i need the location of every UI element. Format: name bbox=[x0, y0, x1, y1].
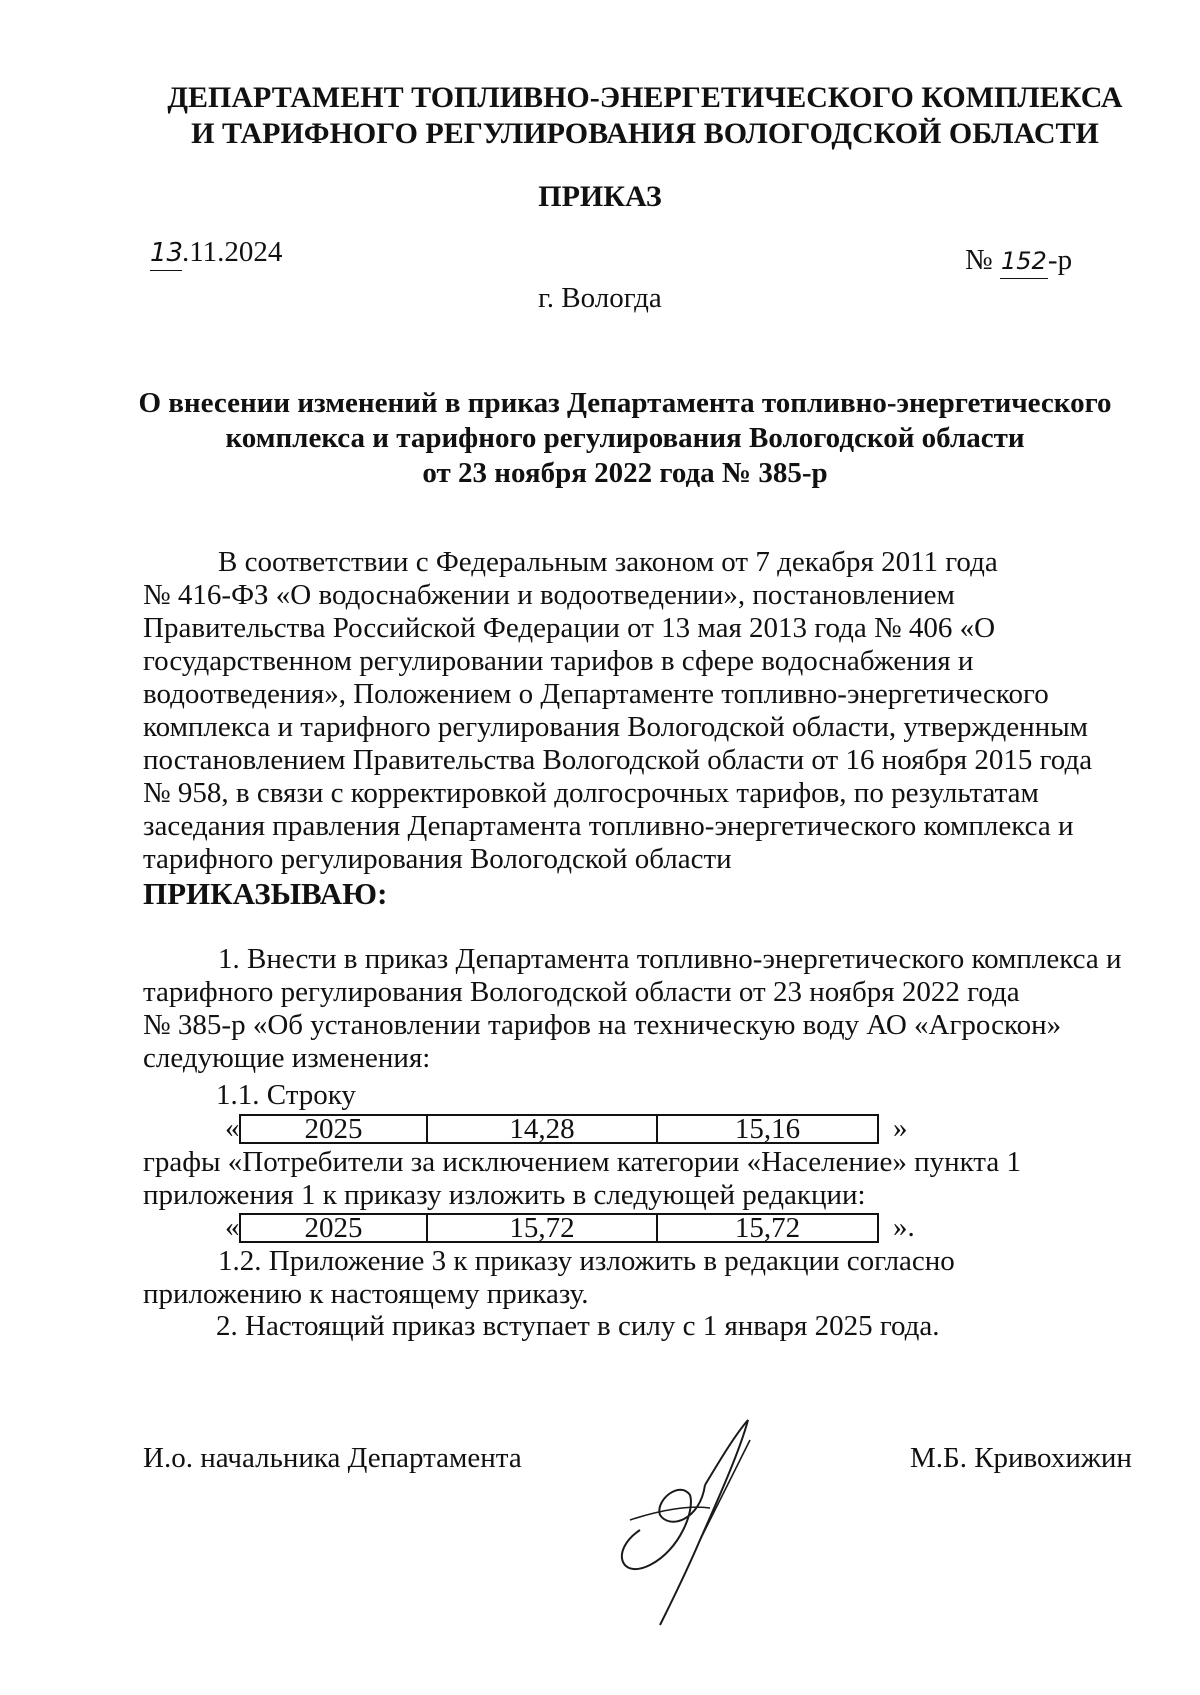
title-line-3: от 23 ноября 2022 года № 385-р bbox=[422, 457, 828, 489]
item-1-line: тарифного регулирования Вологодской области от 23 ноября 2022 года bbox=[143, 976, 1020, 1008]
order-word: ПРИКАЗЫВАЮ: bbox=[143, 876, 388, 911]
row-open-quote: « bbox=[225, 1211, 240, 1243]
old-row-value-1: 14,28 bbox=[426, 1116, 656, 1142]
handwritten-signature bbox=[600, 1400, 790, 1630]
row-close-quote: » bbox=[893, 1112, 908, 1144]
preamble-line: постановлением Правительства Вологодской области от 16 ноября 2015 года bbox=[143, 744, 1093, 776]
doc-number bbox=[965, 244, 1072, 279]
sub-item-1-2-line: 1.2. Приложение 3 к приказу изложить в редакции согласно bbox=[218, 1245, 955, 1277]
signatory-position: И.о. начальника Департамента bbox=[143, 1442, 522, 1474]
signatory-name: М.Б. Кривохижин bbox=[910, 1442, 1132, 1474]
number-prefix: № bbox=[965, 244, 993, 276]
title-line-1: О внесении изменений в приказ Департамента топливно-энергетического bbox=[138, 387, 1112, 419]
preamble bbox=[143, 546, 1136, 912]
date-rest: .11.2024 bbox=[182, 236, 283, 268]
order-title bbox=[120, 386, 1130, 491]
preamble-line: государственном регулировании тарифов в сфере водоснабжения и bbox=[143, 645, 974, 677]
item-1-middle-line: графы «Потребители за исключением категории «Население» пункта 1 bbox=[143, 1146, 1021, 1178]
preamble-line: заседания правления Департамента топливно-энергетического комплекса и bbox=[143, 810, 1074, 842]
old-row-value-2: 15,16 bbox=[656, 1116, 877, 1142]
item-1-line: следующие изменения: bbox=[143, 1042, 431, 1074]
new-row-year: 2025 bbox=[304, 1212, 363, 1244]
preamble-line: № 958, в связи с корректировкой долгосрочных тарифов, по результатам bbox=[143, 777, 1039, 809]
old-row-cells bbox=[239, 1114, 879, 1144]
row-close-quote: ». bbox=[893, 1211, 915, 1243]
title-line-2: комплекса и тарифного регулирования Вологодской области bbox=[225, 422, 1025, 454]
preamble-line: комплекса и тарифного регулирования Вологодской области, утвержденным bbox=[143, 711, 1089, 743]
item-1-line: № 385-р «Об установлении тарифов на техническую воду АО «Агроскон» bbox=[143, 1009, 1062, 1041]
new-row-value-2: 15,72 bbox=[656, 1215, 877, 1241]
item-1-middle bbox=[143, 1146, 1136, 1212]
sub-item-1-1-label: 1.1. Строку bbox=[216, 1079, 356, 1111]
new-tariff-row bbox=[143, 1211, 1136, 1245]
preamble-line: В соответствии с Федеральным законом от 7 декабря 2011 года bbox=[218, 546, 998, 578]
new-row-cells bbox=[239, 1213, 879, 1243]
old-tariff-row bbox=[143, 1112, 1136, 1146]
department-line-1: ДЕПАРТАМЕНТ ТОПЛИВНО-ЭНЕРГЕТИЧЕСКОГО КОМПЛЕКСА bbox=[167, 81, 1123, 114]
new-row-value-1: 15,72 bbox=[426, 1215, 656, 1241]
old-row-year: 2025 bbox=[304, 1113, 363, 1145]
item-1-middle-line: приложения 1 к приказу изложить в следующей редакции: bbox=[143, 1179, 866, 1211]
sub-item-1-2 bbox=[143, 1245, 1136, 1311]
row-open-quote: « bbox=[225, 1112, 240, 1144]
city: г. Вологда bbox=[538, 282, 662, 314]
item-1-line: 1. Внести в приказ Департамента топливно-энергетического комплекса и bbox=[218, 943, 1122, 975]
department-line-2: И ТАРИФНОГО РЕГУЛИРОВАНИЯ ВОЛОГОДСКОЙ ОБЛАСТИ bbox=[191, 117, 1099, 150]
item-1 bbox=[143, 943, 1136, 1075]
department-name bbox=[90, 80, 1200, 152]
preamble-line: № 416-ФЗ «О водоснабжении и водоотведении», постановлением bbox=[143, 579, 955, 611]
preamble-line: водоотведения», Положением о Департаменте топливно-энергетического bbox=[143, 678, 1049, 710]
item-2: 2. Настоящий приказ вступает в силу с 1 января 2025 года. bbox=[216, 1310, 940, 1342]
number-suffix: -р bbox=[1047, 244, 1073, 276]
date-day-handwritten: 13 bbox=[150, 237, 182, 271]
doc-type: ПРИКАЗ bbox=[538, 180, 662, 213]
doc-date bbox=[150, 236, 282, 271]
sub-item-1-2-line: приложению к настоящему приказу. bbox=[143, 1278, 589, 1310]
preamble-line: Правительства Российской Федерации от 13 мая 2013 года № 406 «О bbox=[143, 612, 996, 644]
preamble-line: тарифного регулирования Вологодской области bbox=[143, 843, 732, 875]
number-handwritten: 152 bbox=[1000, 245, 1048, 279]
